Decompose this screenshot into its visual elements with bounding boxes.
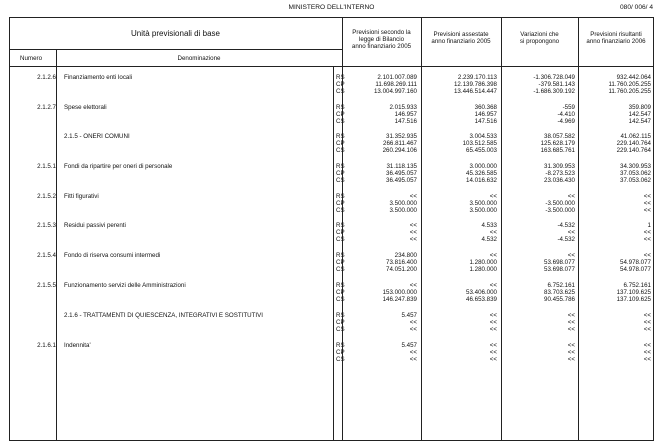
header-c2-line2: anno finanziario 2005 [431,38,491,45]
header-c1-line3: anno finanziario 2005 [351,43,412,50]
value-cell: << [567,312,575,319]
value-cell: 137.109.625 [616,289,651,296]
value-cell: 54.978.077 [620,259,651,266]
value-cell: 4.533 [481,222,497,229]
value-cell: << [643,312,651,319]
line-type: CS [336,207,345,214]
value-cell: << [643,207,651,214]
line-type: CP [336,170,345,177]
row-description: Funzionamento servizi delle Amministrazioni [64,282,186,289]
value-cell: << [409,282,417,289]
value-cell: -4.969 [557,118,575,125]
row-description: Residui passivi perenti [64,222,126,229]
line-type: CS [336,177,345,184]
value-cell: 3.004.533 [469,133,497,140]
line-type: CP [336,289,345,296]
value-cell: << [489,282,497,289]
line-type: CP [336,259,345,266]
value-cell: 14.016.632 [466,177,497,184]
value-cell: -8.273.523 [545,170,575,177]
col-divider-type [333,66,334,441]
value-cell: << [409,236,417,243]
header-c3-line2: si propongono [519,38,560,45]
value-cell: -3.500.000 [545,207,575,214]
value-cell: 11.760.205.255 [608,88,651,95]
value-cell: 234.800 [394,252,417,259]
value-cell: << [409,222,417,229]
line-type: CS [336,236,345,243]
row-code: 2.1.2.7 [37,104,56,111]
value-cell: -1.686.309.192 [533,88,575,95]
line-type: CS [336,326,345,333]
value-cell: 2.101.007.089 [377,74,417,81]
line-type: RS [336,222,345,229]
value-cell: 137.109.625 [616,296,651,303]
line-type: CS [336,118,345,125]
value-cell: 53.698.077 [544,266,575,273]
value-cell: 125.628.179 [540,140,575,147]
row-code: 2.1.6.1 [37,342,56,349]
value-cell: 34.309.953 [620,163,651,170]
value-cell: 360.368 [474,104,497,111]
value-cell: 38.057.582 [544,133,575,140]
row-description: Spese elettorali [64,104,107,111]
header-c4-line2: anno finanziario 2006 [586,38,646,45]
value-cell: 23.036.430 [544,177,575,184]
value-cell: << [567,342,575,349]
value-cell: << [409,319,417,326]
value-cell: 3.000.000 [469,163,497,170]
header-c4-line1: Previsioni risultanti [590,31,642,38]
line-type: CP [336,81,345,88]
col-divider-numero [56,49,57,441]
value-cell: << [409,229,417,236]
row-code: 2.1.5.3 [37,222,56,229]
value-cell: 65.455.003 [466,147,497,154]
value-cell: 37.053.062 [620,170,651,177]
value-cell: 41.062.115 [620,133,651,140]
value-cell: 146.957 [394,111,417,118]
value-cell: << [567,319,575,326]
value-cell: << [409,326,417,333]
line-type: CP [336,319,345,326]
value-cell: << [643,356,651,363]
header-bottom-rule [9,66,654,67]
value-cell: << [643,236,651,243]
value-cell: -379.581.143 [538,81,575,88]
line-type: CP [336,200,345,207]
page-code: 080/ 006/ 4 [620,4,653,11]
value-cell: 103.512.585 [462,140,497,147]
value-cell: 6.752.161 [623,282,651,289]
page-title: MINISTERO DELL'INTERNO [288,4,375,11]
value-cell: 83.703.625 [544,289,575,296]
value-cell: -559 [562,104,575,111]
value-cell: 11.760.205.255 [608,81,651,88]
value-cell: << [409,193,417,200]
row-code: 2.1.5.2 [37,193,56,200]
value-cell: 2.239.170.113 [457,74,497,81]
value-cell: << [489,349,497,356]
header-divider [9,49,342,50]
line-type: CP [336,349,345,356]
value-cell: 54.978.077 [620,266,651,273]
value-cell: << [489,356,497,363]
row-code: 2.1.5.4 [37,252,56,259]
value-cell: 3.500.000 [469,200,497,207]
value-cell: << [643,319,651,326]
col-divider-4 [578,17,579,441]
line-type: CS [336,356,345,363]
value-cell: 146.247.839 [382,296,417,303]
value-cell: 90.455.786 [544,296,575,303]
line-type: CP [336,111,345,118]
value-cell: 5.457 [401,312,417,319]
value-cell: 229.140.764 [616,140,651,147]
value-cell: 142.547 [628,118,651,125]
row-code: 2.1.5.1 [37,163,56,170]
col-divider-3 [501,17,502,441]
header-unita: Unità previsionali di base [131,29,220,38]
line-type: RS [336,312,345,319]
row-code: 2.1.5.5 [37,282,56,289]
value-cell: << [643,229,651,236]
value-cell: 3.500.000 [389,200,417,207]
row-description: Fitti figurativi [64,193,99,200]
value-cell: 260.294.106 [382,147,417,154]
value-cell: -3.500.000 [545,200,575,207]
line-type: RS [336,133,345,140]
line-type: CS [336,147,345,154]
row-code: 2.1.2.6 [37,74,56,81]
header-c3-line1: Variazioni che [520,31,559,38]
value-cell: -4.410 [557,111,575,118]
value-cell: 74.051.200 [386,266,417,273]
value-cell: << [489,312,497,319]
value-cell: << [489,342,497,349]
value-cell: << [643,200,651,207]
value-cell: << [567,356,575,363]
value-cell: 13.004.997.160 [373,88,417,95]
value-cell: 37.053.062 [620,177,651,184]
header-c2-line1: Previsioni assestate [433,31,489,38]
value-cell: 31.309.953 [544,163,575,170]
value-cell: 147.516 [394,118,417,125]
value-cell: 266.811.467 [383,140,417,147]
value-cell: 932.442.064 [616,74,651,81]
row-description: 2.1.5 - ONERI COMUNI [64,133,130,140]
value-cell: 163.685.761 [540,147,575,154]
value-cell: 147.516 [474,118,497,125]
row-description: Fondi da ripartire per oneri di personale [64,163,173,170]
value-cell: 12.139.786.398 [453,81,497,88]
value-cell: 2.015.933 [389,104,417,111]
value-cell: 73.816.400 [386,259,417,266]
value-cell: << [567,229,575,236]
value-cell: << [489,229,497,236]
value-cell: 3.500.000 [389,207,417,214]
value-cell: << [489,326,497,333]
value-cell: << [643,349,651,356]
header-c1-line1: Previsioni secondo la [352,29,411,36]
value-cell: 36.495.057 [386,170,417,177]
value-cell: 31.352.935 [386,133,417,140]
value-cell: 142.547 [628,111,651,118]
value-cell: 45.326.585 [466,170,497,177]
value-cell: << [409,356,417,363]
line-type: CP [336,140,345,147]
value-cell: << [643,342,651,349]
value-cell: 153.000.000 [382,289,417,296]
value-cell: << [643,252,651,259]
value-cell: 31.118.135 [386,163,417,170]
value-cell: << [567,193,575,200]
value-cell: << [489,252,497,259]
value-cell: 4.532 [481,236,497,243]
value-cell: 13.446.514.447 [453,88,497,95]
value-cell: 5.457 [401,342,417,349]
value-cell: 6.752.161 [547,282,575,289]
row-description: Fondo di riserva consumi intermedi [64,252,161,259]
value-cell: 1 [647,222,651,229]
line-type: RS [336,193,345,200]
value-cell: << [643,193,651,200]
value-cell: 53.698.077 [544,259,575,266]
value-cell: << [567,326,575,333]
value-cell: -4.532 [557,222,575,229]
value-cell: << [489,319,497,326]
header-numero: Numero [20,55,43,62]
line-type: RS [336,282,345,289]
value-cell: << [409,349,417,356]
header-denominazione: Denominazione [177,55,221,62]
value-cell: -1.306.728.049 [533,74,575,81]
line-type: RS [336,252,345,259]
value-cell: 1.280.000 [469,266,497,273]
value-cell: 146.957 [474,111,497,118]
value-cell: 53.406.000 [466,289,497,296]
line-type: RS [336,74,345,81]
line-type: RS [336,342,345,349]
value-cell: 46.653.839 [466,296,497,303]
row-description: Finanziamento enti locali [64,74,133,81]
value-cell: 11.698.269.111 [375,81,417,88]
line-type: RS [336,163,345,170]
value-cell: << [567,349,575,356]
row-description: Indennita' [64,342,91,349]
row-description: 2.1.6 - TRATTAMENTI DI QUIESCENZA, INTEGRATIVI E SOSTITUTIVI [64,312,263,319]
value-cell: << [489,193,497,200]
value-cell: 229.140.764 [616,147,651,154]
value-cell: << [567,252,575,259]
line-type: CP [336,229,345,236]
header-c1-line2: legge di Bilancio [358,36,405,43]
line-type: RS [336,104,345,111]
line-type: CS [336,266,345,273]
value-cell: 36.495.057 [386,177,417,184]
value-cell: << [643,326,651,333]
value-cell: -4.532 [557,236,575,243]
value-cell: 359.809 [628,104,651,111]
value-cell: 1.280.000 [469,259,497,266]
line-type: CS [336,88,345,95]
line-type: CS [336,296,345,303]
value-cell: 3.500.000 [469,207,497,214]
